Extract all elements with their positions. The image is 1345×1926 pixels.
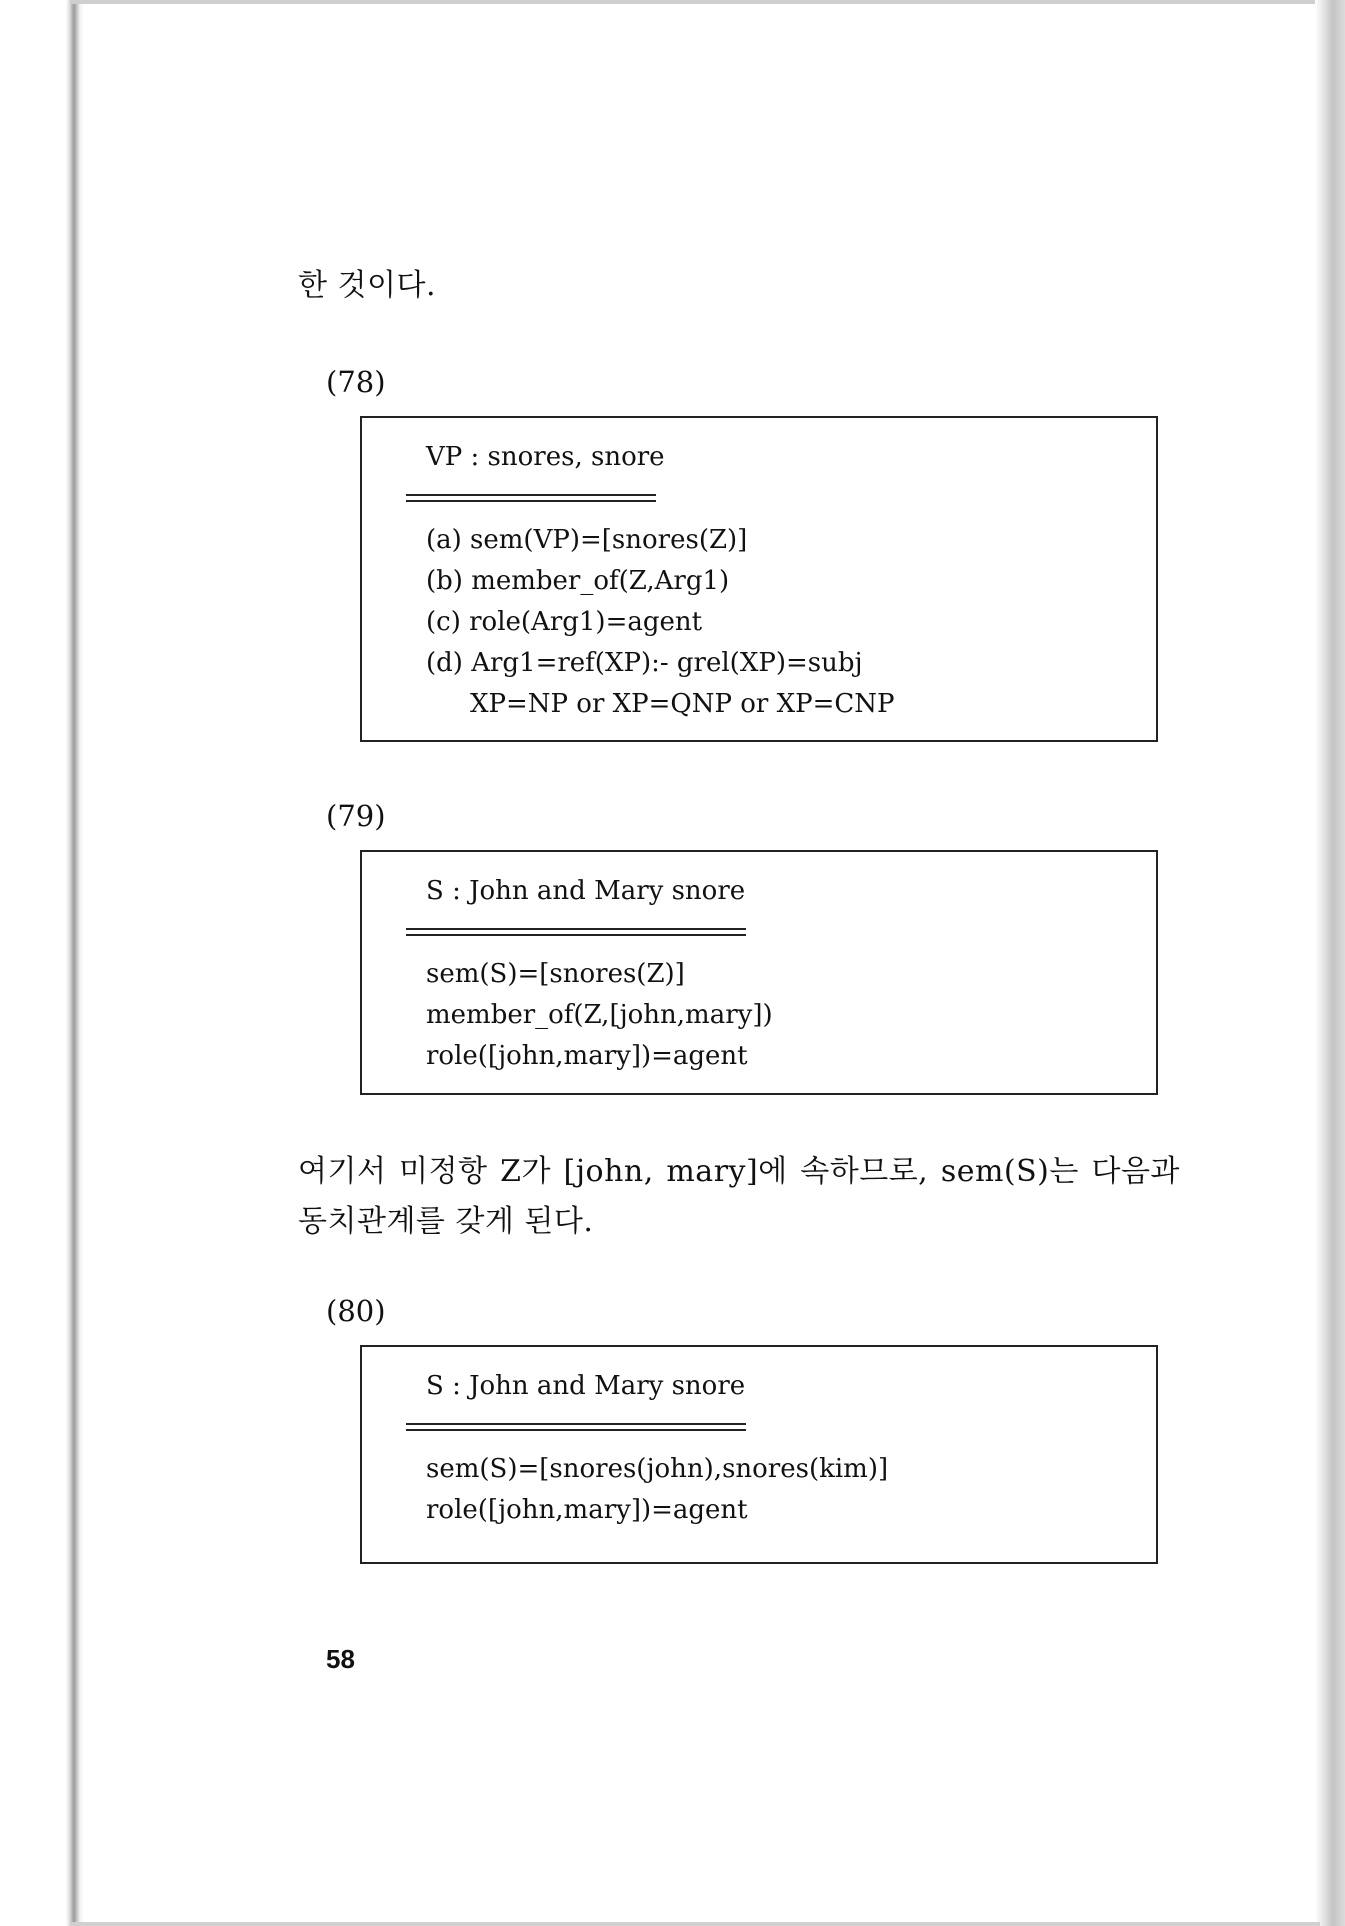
word: 속하므로, [800, 1154, 929, 1189]
word: sem(S)는 [940, 1154, 1079, 1189]
paragraph-line-1 [298, 1148, 1180, 1196]
box-header: S : John and Mary snore [426, 1371, 746, 1401]
double-rule [406, 1423, 746, 1431]
rule-line: sem(S)=[snores(john),snores(kim)] [426, 1454, 889, 1484]
book-bottom-edge [70, 1922, 1320, 1926]
page-number: 58 [326, 1644, 355, 1674]
rule-line: XP=NP or XP=QNP or XP=CNP [470, 689, 895, 719]
word: 미정항 [399, 1154, 488, 1189]
rule-line: (d) Arg1=ref(XP):- grel(XP)=subj [426, 648, 863, 678]
rule-lines [426, 1449, 888, 1531]
rule-line: (c) role(Arg1)=agent [426, 607, 703, 637]
rule-line: role([john,mary])=agent [426, 1041, 748, 1071]
box-header: VP : snores, snore [426, 442, 665, 472]
word: [john, [563, 1154, 654, 1189]
example-number-80: (80) [326, 1294, 386, 1328]
word: Z가 [500, 1154, 551, 1189]
example-box-78 [360, 416, 1158, 742]
word: 여기서 [298, 1154, 387, 1189]
example-box-80 [360, 1345, 1158, 1564]
example-box-79 [360, 850, 1158, 1095]
word: 다음과 [1091, 1154, 1180, 1189]
book-top-edge [70, 0, 1320, 4]
rule-lines [426, 520, 895, 725]
book-left-edge [0, 0, 84, 1926]
double-rule [406, 494, 656, 502]
double-rule [406, 928, 746, 936]
word: mary]에 [666, 1154, 788, 1189]
example-number-79: (79) [326, 799, 386, 833]
example-number-78: (78) [326, 365, 386, 399]
book-right-edge [1315, 0, 1345, 1926]
paragraph-line-2: 동치관계를 갖게 된다. [298, 1204, 594, 1239]
rule-line: member_of(Z,[john,mary]) [426, 1000, 773, 1030]
paragraph-continuation: 한 것이다. [298, 268, 436, 303]
rule-line: sem(S)=[snores(Z)] [426, 959, 685, 989]
rule-line: role([john,mary])=agent [426, 1495, 748, 1525]
rule-line: (a) sem(VP)=[snores(Z)] [426, 525, 748, 555]
box-header: S : John and Mary snore [426, 876, 746, 906]
rule-line: (b) member_of(Z,Arg1) [426, 566, 730, 596]
rule-lines [426, 954, 773, 1077]
